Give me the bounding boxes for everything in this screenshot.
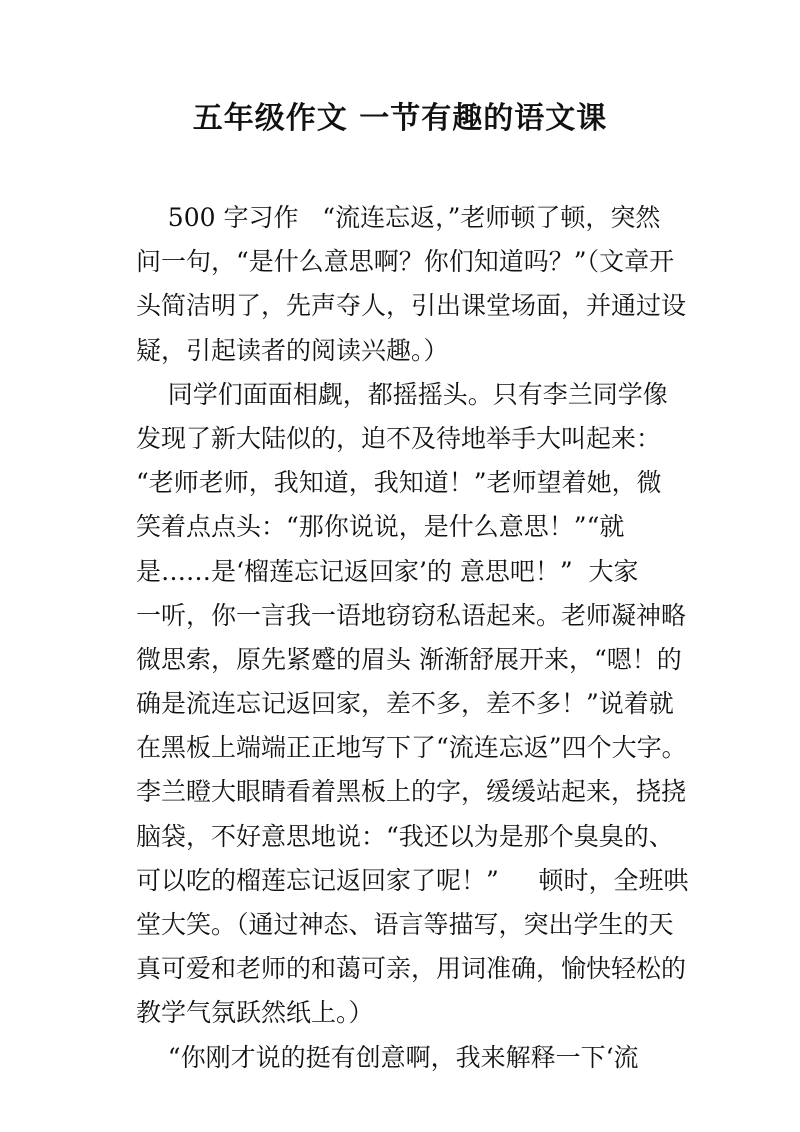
text-line: 笑着点点头：“那你说说，是什么意思！”“就: [136, 512, 625, 542]
text-line: 同学们面面相觑，都摇摇头。只有李兰同学像: [136, 379, 668, 409]
text-line: 李兰瞪大眼睛看着黑板上的字，缓缓站起来，挠挠: [136, 777, 687, 807]
text-line: 是……是‘榴莲忘记返回家’的 意思吧！” 大家: [136, 556, 639, 586]
text-line: 一听，你一言我一语地窃窃私语起来。老师凝神略: [136, 600, 687, 630]
text-line: 疑，引起读者的阅读兴趣。）: [136, 335, 449, 365]
text-line: 500 字习作 “流连忘返，”老师顿了顿，突然: [136, 203, 661, 232]
text-line: 确是流连忘记返回家，差不多，差不多！”说着就: [136, 689, 674, 719]
document-title: 五年级作文 一节有趣的语文课: [192, 101, 608, 136]
text-line: “你刚才说的挺有创意啊，我来解释一下‘流: [136, 1042, 639, 1072]
document-body: [136, 196, 689, 1080]
text-line: “老师老师，我知道，我知道！”老师望着她，微: [136, 468, 662, 498]
text-line: 问一句，“是什么意思啊？你们知道吗？”（文章开: [136, 247, 675, 277]
text-line: 可以吃的榴莲忘记返回家了呢！” 顿时，全班哄: [136, 865, 689, 895]
text-line: 在黑板上端端正正地写下了“流连忘返”四个大字。: [136, 733, 687, 763]
text-line: 脑袋，不好意思地说：“我还以为是那个臭臭的、: [136, 821, 674, 851]
text-line: 教学气氛跃然纸上。）: [136, 998, 374, 1028]
text-line: 堂大笑。（通过神态、语言等描写，突出学生的天: [136, 910, 674, 939]
text-line: 微思索，原先紧蹙的眉头 渐渐舒展开来，“嗯！的: [136, 644, 682, 674]
text-line: 真可爱和老师的和蔼可亲，用词准确，愉快轻松的: [136, 954, 687, 984]
text-line: 头简洁明了，先声夺人，引出课堂场面，并通过设: [136, 291, 687, 321]
text-line: 发现了新大陆似的，迫不及待地举手大叫起来：: [136, 423, 662, 453]
